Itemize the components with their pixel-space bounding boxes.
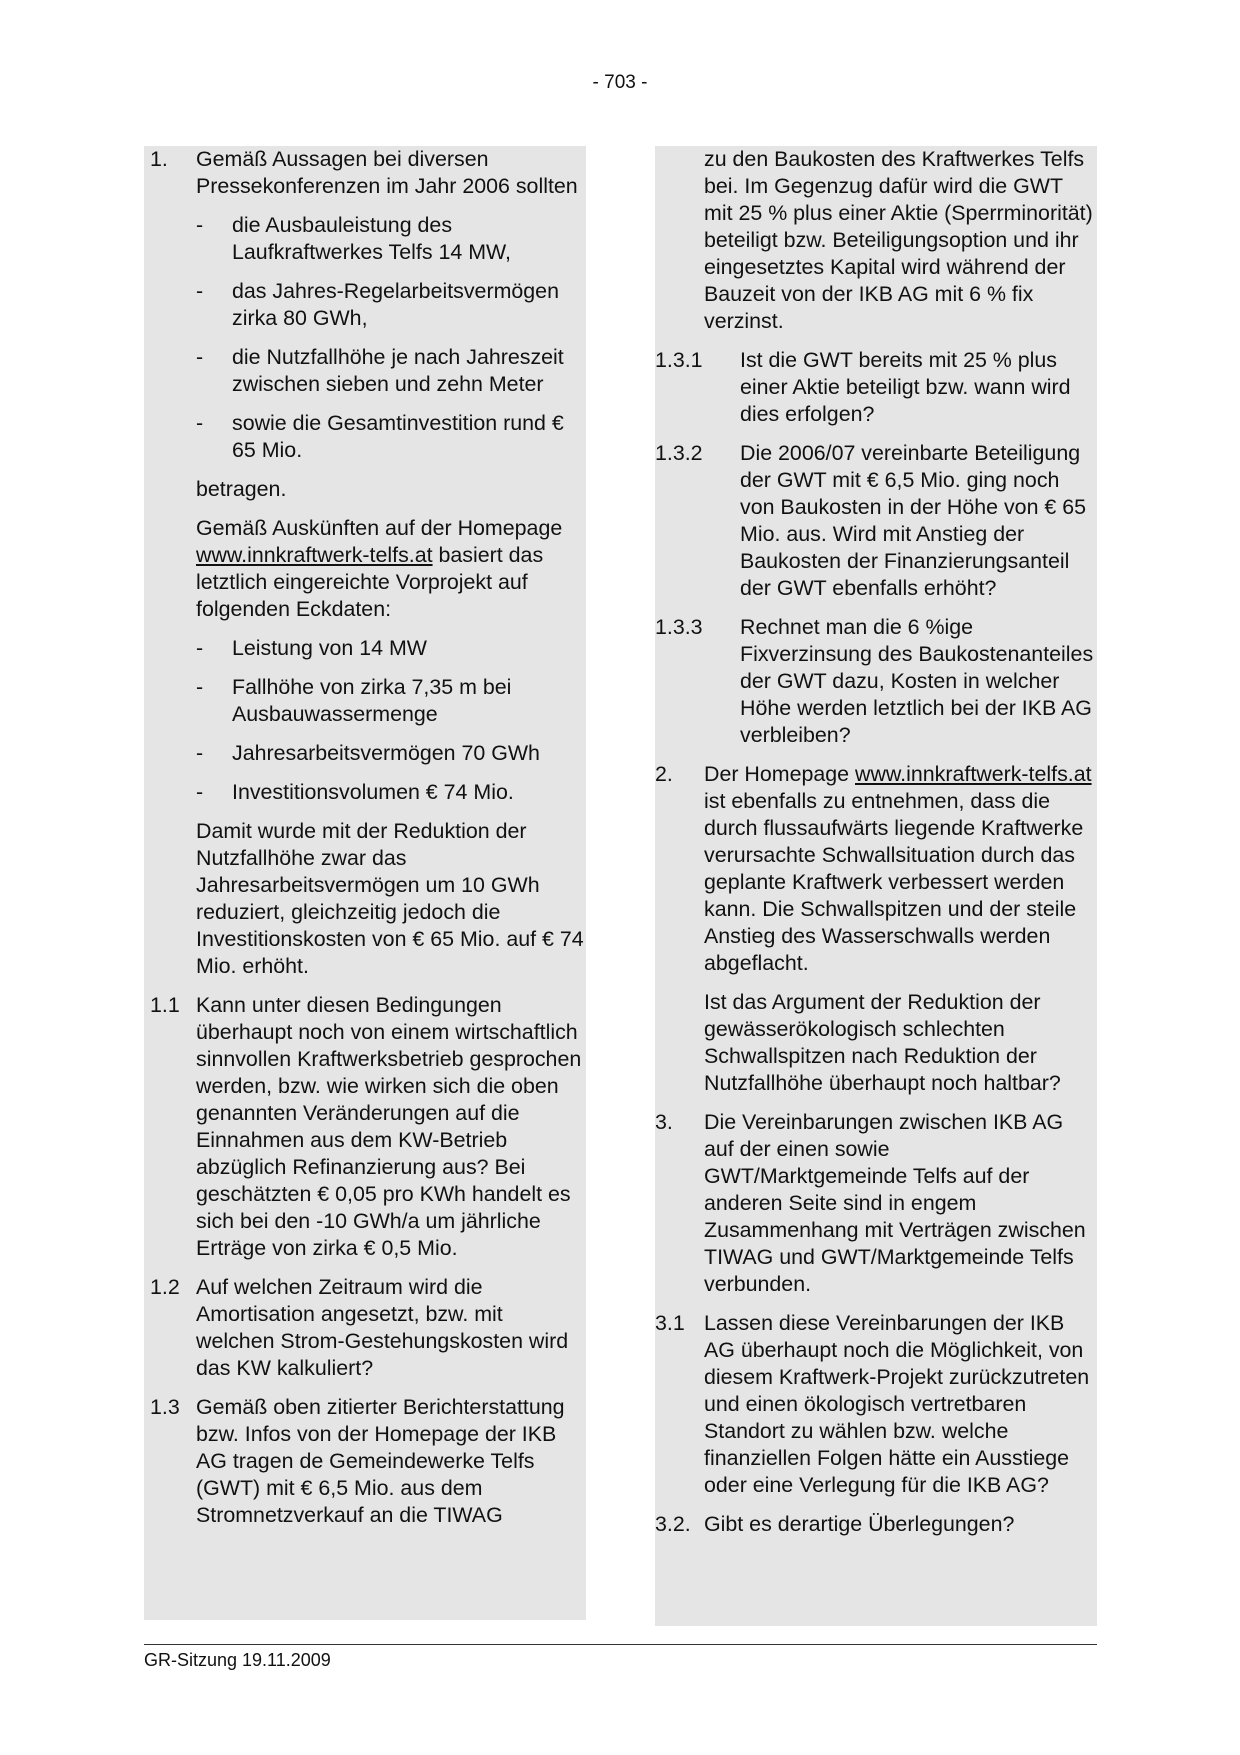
question-1-1	[144, 992, 586, 1262]
left-column	[144, 146, 586, 1620]
item-text: Lassen diese Vereinbarungen der IKB AG überhaupt noch die Möglichkeit, von diesem Kraftwerk-Projekt zurückzutreten und einen ökologisch vertretbaren Standort zu wählen bzw. welche finanziellen Folgen hätte ein Ausstiege oder eine Verlegung für die IKB AG?	[704, 1311, 1090, 1497]
list-item: - Jahresarbeitsvermögen 70 GWh	[196, 741, 540, 765]
item-text: Gemäß oben zitierter Berichterstattung bzw. Infos von der Homepage der IKB AG tragen de Gemeindewerke Telfs (GWT) mit € 6,5 Mio. aus dem Stromnetzverkauf an die TIWAG	[196, 1395, 565, 1527]
item-text: Gibt es derartige Überlegungen?	[704, 1512, 1015, 1536]
question-1-after-bullets: betragen.	[196, 477, 287, 501]
item-number: 1.3	[150, 1395, 180, 1419]
footer-text: GR-Sitzung 19.11.2009	[144, 1650, 331, 1670]
item-text: Die 2006/07 vereinbarte Beteiligung der GWT mit € 6,5 Mio. ging noch von Baukosten in der Höhe von € 65 Mio. aus. Wird mit Anstieg der Baukosten der Finanzierungsanteil der GWT ebenfalls erhöht?	[740, 441, 1087, 600]
question-2-question: Ist das Argument der Reduktion der gewässerökologisch schlechten Schwallspitzen nach Reduktion der Nutzfallhöhe überhaupt noch haltbar?	[704, 990, 1061, 1095]
homepage-link[interactable]: www.innkraftwerk-telfs.at	[196, 543, 433, 567]
list-item: - Investitionsvolumen € 74 Mio.	[196, 780, 514, 804]
list-item: - die Nutzfallhöhe je nach Jahreszeit zwischen sieben und zehn Meter	[196, 345, 564, 396]
item-number: 1.3.1	[655, 348, 703, 372]
item-number: 1.3.2	[655, 441, 703, 465]
item-number: 3.2.	[655, 1512, 691, 1536]
list-item: - Fallhöhe von zirka 7,35 m bei Ausbauwassermenge	[196, 675, 512, 726]
item-text: Auf welchen Zeitraum wird die Amortisation angesetzt, bzw. mit welchen Strom-Gestehungskosten wird das KW kalkuliert?	[196, 1275, 569, 1380]
item-number: 1.3.3	[655, 615, 703, 639]
item-number: 2.	[655, 762, 673, 786]
homepage-link[interactable]: www.innkraftwerk-telfs.at	[855, 762, 1092, 786]
item-text: Die Vereinbarungen zwischen IKB AG auf der einen sowie GWT/Marktgemeinde Telfs auf der anderen Seite sind in engem Zusammenhang mit Verträgen zwischen TIWAG und GWT/Marktgemeinde Telfs verbunden.	[704, 1110, 1086, 1296]
question-2	[655, 761, 1097, 1097]
list-item: - die Ausbauleistung des Laufkraftwerkes Telfs 14 MW,	[196, 213, 511, 264]
question-1-conclusion: Damit wurde mit der Reduktion der Nutzfallhöhe zwar das Jahresarbeitsvermögen um 10 GWh reduziert, gleichzeitig jedoch die Investitionskosten von € 65 Mio. auf € 74 Mio. erhöht.	[196, 819, 584, 978]
page-number: - 703 -	[592, 72, 648, 93]
question-1-3-3	[655, 614, 1097, 749]
item-text: Kann unter diesen Bedingungen überhaupt noch von einem wirtschaftlich sinnvollen Kraftwerksbetrieb gesprochen werden, bzw. wie wirken sich die oben genannten Veränderungen auf die Einnahmen aus dem KW-Betrieb abzüglich Refinanzierung aus? Bei geschätzten € 0,05 pro KWh handelt es sich bei den -10 GWh/a um jährliche Erträge von zirka € 0,5 Mio.	[196, 993, 582, 1260]
item-number: 1.	[150, 147, 168, 171]
item-number: 1.2	[150, 1275, 180, 1299]
list-item: - sowie die Gesamtinvestition rund € 65 Mio.	[196, 411, 564, 462]
question-1	[144, 146, 586, 980]
question-1-2	[144, 1274, 586, 1382]
question-1-3-continuation: zu den Baukosten des Kraftwerkes Telfs bei. Im Gegenzug dafür wird die GWT mit 25 % plus einer Aktie (Sperrminorität) beteiligt bzw. Beteiligungsoption und ihr eingesetztes Kapital wird während der Bauzeit von der IKB AG mit 6 % fix verzinst.	[704, 147, 1093, 333]
question-1-3	[144, 1394, 586, 1529]
footer-divider	[144, 1644, 1097, 1645]
item-number: 3.1	[655, 1311, 685, 1335]
question-1-3-2	[655, 440, 1097, 602]
question-1-3-1	[655, 347, 1097, 428]
item-number: 1.1	[150, 993, 180, 1017]
question-1-intro: Gemäß Aussagen bei diversen Pressekonferenzen im Jahr 2006 sollten	[196, 147, 578, 198]
list-item: - das Jahres-Regelarbeitsvermögen zirka 80 GWh,	[196, 279, 559, 330]
item-text: Rechnet man die 6 %ige Fixverzinsung des Baukostenanteiles der GWT dazu, Kosten in welcher Höhe werden letztlich bei der IKB AG verbleiben?	[740, 615, 1094, 747]
question-1-homepage: Gemäß Auskünften auf der Homepage www.innkraftwerk-telfs.at basiert das letztlich eingereichte Vorprojekt auf folgenden Eckdaten:	[196, 516, 563, 621]
question-2-text: Der Homepage www.innkraftwerk-telfs.at ist ebenfalls zu entnehmen, dass die durch flussaufwärts liegende Kraftwerke verursachte Schwallsituation durch das geplante Kraftwerk verbessert werden kann. Die Schwallspitzen und der steile Anstieg des Wasserschwalls werden abgeflacht.	[704, 762, 1092, 975]
question-3	[655, 1109, 1097, 1298]
list-item: - Leistung von 14 MW	[196, 636, 427, 660]
question-3-2	[655, 1511, 1097, 1538]
question-3-1	[655, 1310, 1097, 1499]
item-text: Ist die GWT bereits mit 25 % plus einer Aktie beteiligt bzw. wann wird dies erfolgen?	[740, 348, 1071, 426]
item-number: 3.	[655, 1110, 673, 1134]
right-column	[655, 146, 1097, 1626]
